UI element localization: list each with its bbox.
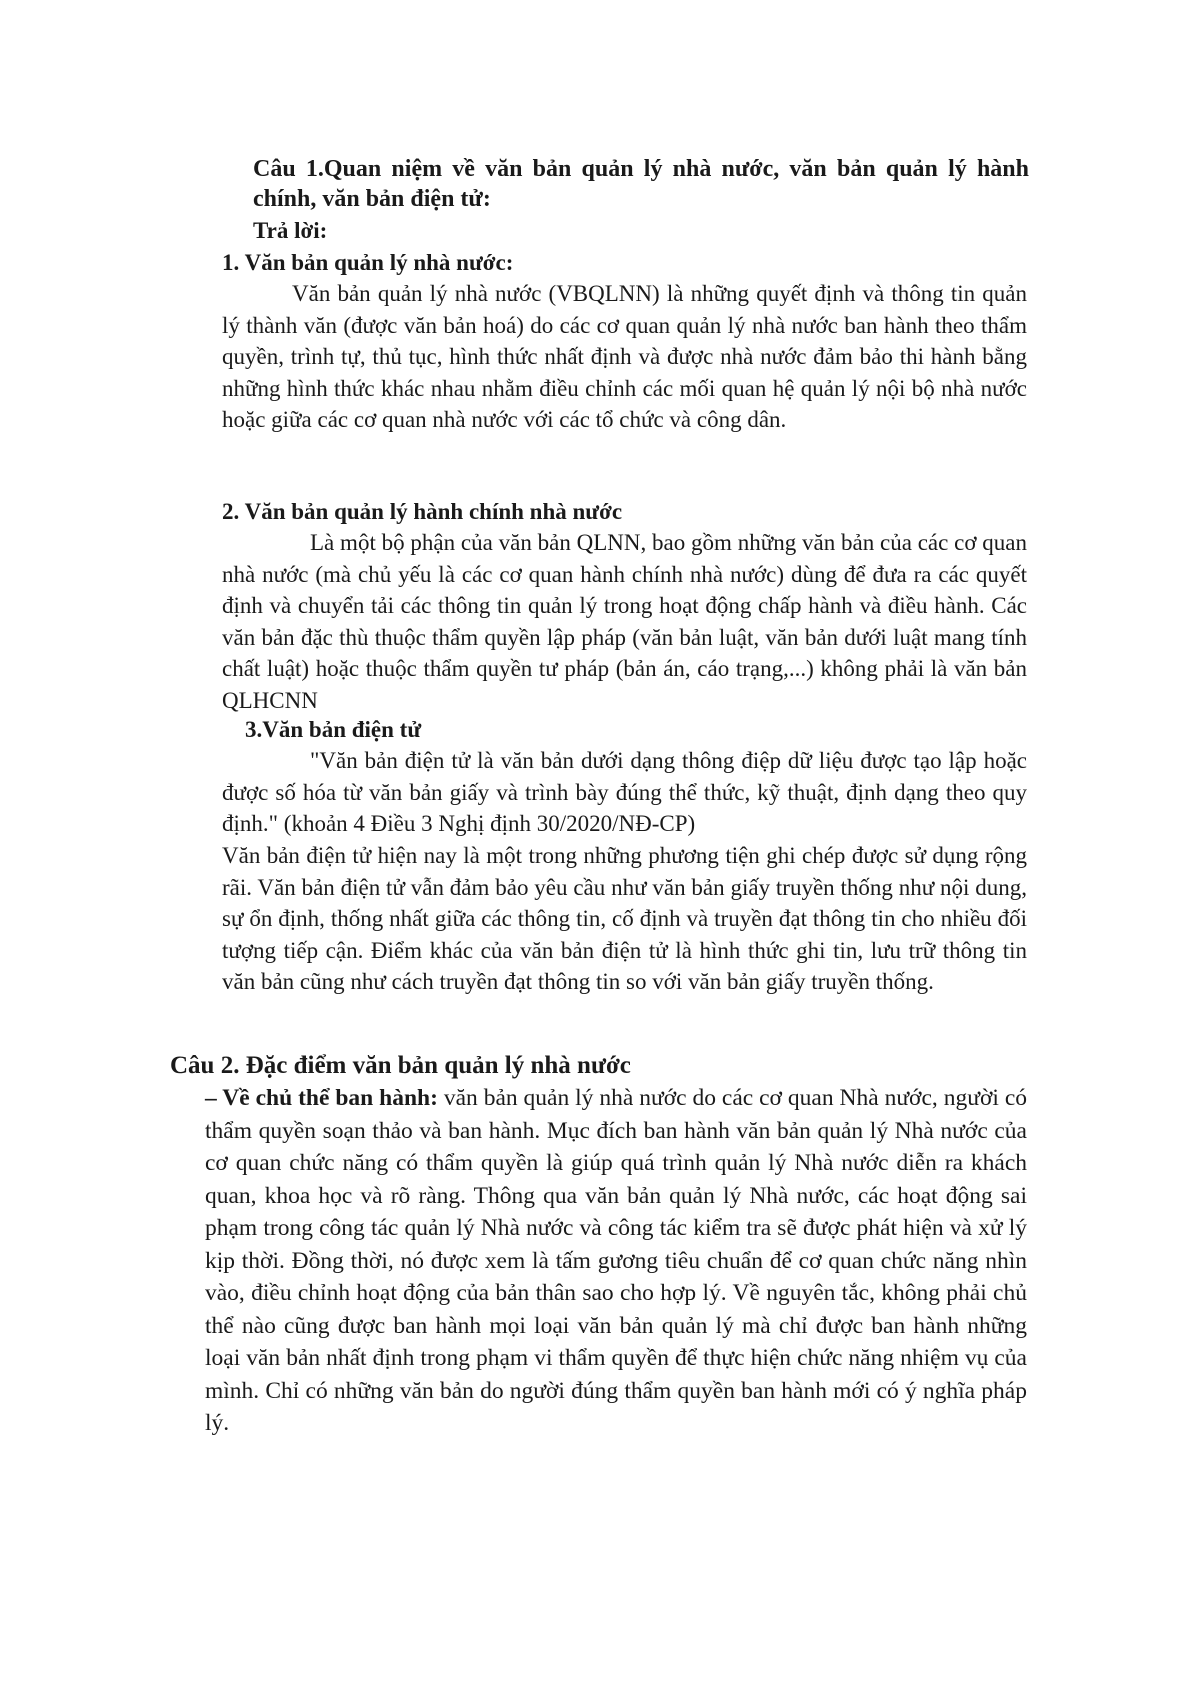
section-1-heading: 1. Văn bản quản lý nhà nước:	[222, 250, 514, 275]
question-2-lead: – Về chủ thể ban hành:	[205, 1085, 438, 1111]
section-3-body: Văn bản điện tử hiện nay là một trong những phương tiện ghi chép được sử dụng rộng rãi. Văn bản điện tử vẫn đảm bảo yêu cầu như văn bản giấy truyền thống như nội dung, sự ổn định, thống nhất giữa các thông tin, cố định và truyền đạt thông tin cho nhiều đối tượng tiếp cận. Điểm khác của văn bản điện tử là hình thức ghi tin, lưu trữ thông tin văn bản cũng như cách truyền đạt thông tin so với văn bản giấy truyền thống.	[222, 843, 1027, 994]
answer-label: Trả lời:	[253, 218, 328, 243]
section-1-body: Văn bản quản lý nhà nước (VBQLNN) là những quyết định và thông tin quản lý thành văn (được văn bản hoá) do các cơ quan quản lý nhà nước ban hành theo thẩm quyền, trình tự, thủ tục, hình thức nhất định và được nhà nước đảm bảo thi hành bằng những hình thức khác nhau nhằm điều chỉnh các mối quan hệ quản lý nội bộ nhà nước hoặc giữa các cơ quan nhà nước với các tổ chức và công dân.	[222, 281, 1027, 432]
question-2-title: Câu 2. Đặc điểm văn bản quản lý nhà nước	[170, 1052, 631, 1079]
section-3-quote: "Văn bản điện tử là văn bản dưới dạng thông điệp dữ liệu được tạo lập hoặc được số hóa từ văn bản giấy và trình bày đúng thể thức, kỹ thuật, định dạng theo quy định." (khoản 4 Điều 3 Nghị định 30/2020/NĐ-CP)	[222, 748, 1027, 836]
section-2-body: Là một bộ phận của văn bản QLNN, bao gồm những văn bản của các cơ quan nhà nước (mà chủ yếu là các cơ quan hành chính nhà nước) dùng để đưa ra các quyết định và chuyển tải các thông tin quản lý trong hoạt động chấp hành và điều hành. Các văn bản đặc thù thuộc thẩm quyền lập pháp (văn bản luật, văn bản dưới luật mang tính chất luật) hoặc thuộc thẩm quyền tư pháp (bản án, cáo trạng,...) không phải là văn bản QLHCNN	[222, 530, 1027, 713]
section-2-heading: 2. Văn bản quản lý hành chính nhà nước	[222, 499, 623, 524]
question-2-body	[205, 1082, 1027, 1440]
question-1-title: Câu 1.Quan niệm về văn bản quản lý nhà nước, văn bản quản lý hành chính, văn bản điện tử:	[253, 156, 1029, 212]
question-2-text: văn bản quản lý nhà nước do các cơ quan Nhà nước, người có thẩm quyền soạn thảo và ban hành. Mục đích ban hành văn bản quản lý Nhà nước của cơ quan chức năng có thẩm quyền là giúp quá trình quản lý Nhà nước diễn ra khách quan, khoa học và rõ ràng. Thông qua văn bản quản lý Nhà nước, các hoạt động sai phạm trong công tác quản lý Nhà nước và công tác kiểm tra sẽ được phát hiện và xử lý kịp thời. Đồng thời, nó được xem là tấm gương tiêu chuẩn để cơ quan chức năng nhìn vào, điều chỉnh hoạt động của bản thân sao cho hợp lý. Về nguyên tắc, không phải chủ thể nào cũng được ban hành mọi loại văn bản quản lý mà chỉ được ban hành những loại văn bản nhất định trong phạm vi thẩm quyền để thực hiện chức năng nhiệm vụ của mình. Chỉ có những văn bản do người đúng thẩm quyền ban hành mới có ý nghĩa pháp lý.	[205, 1085, 1028, 1436]
section-3-heading: 3.Văn bản điện tử	[245, 717, 422, 742]
